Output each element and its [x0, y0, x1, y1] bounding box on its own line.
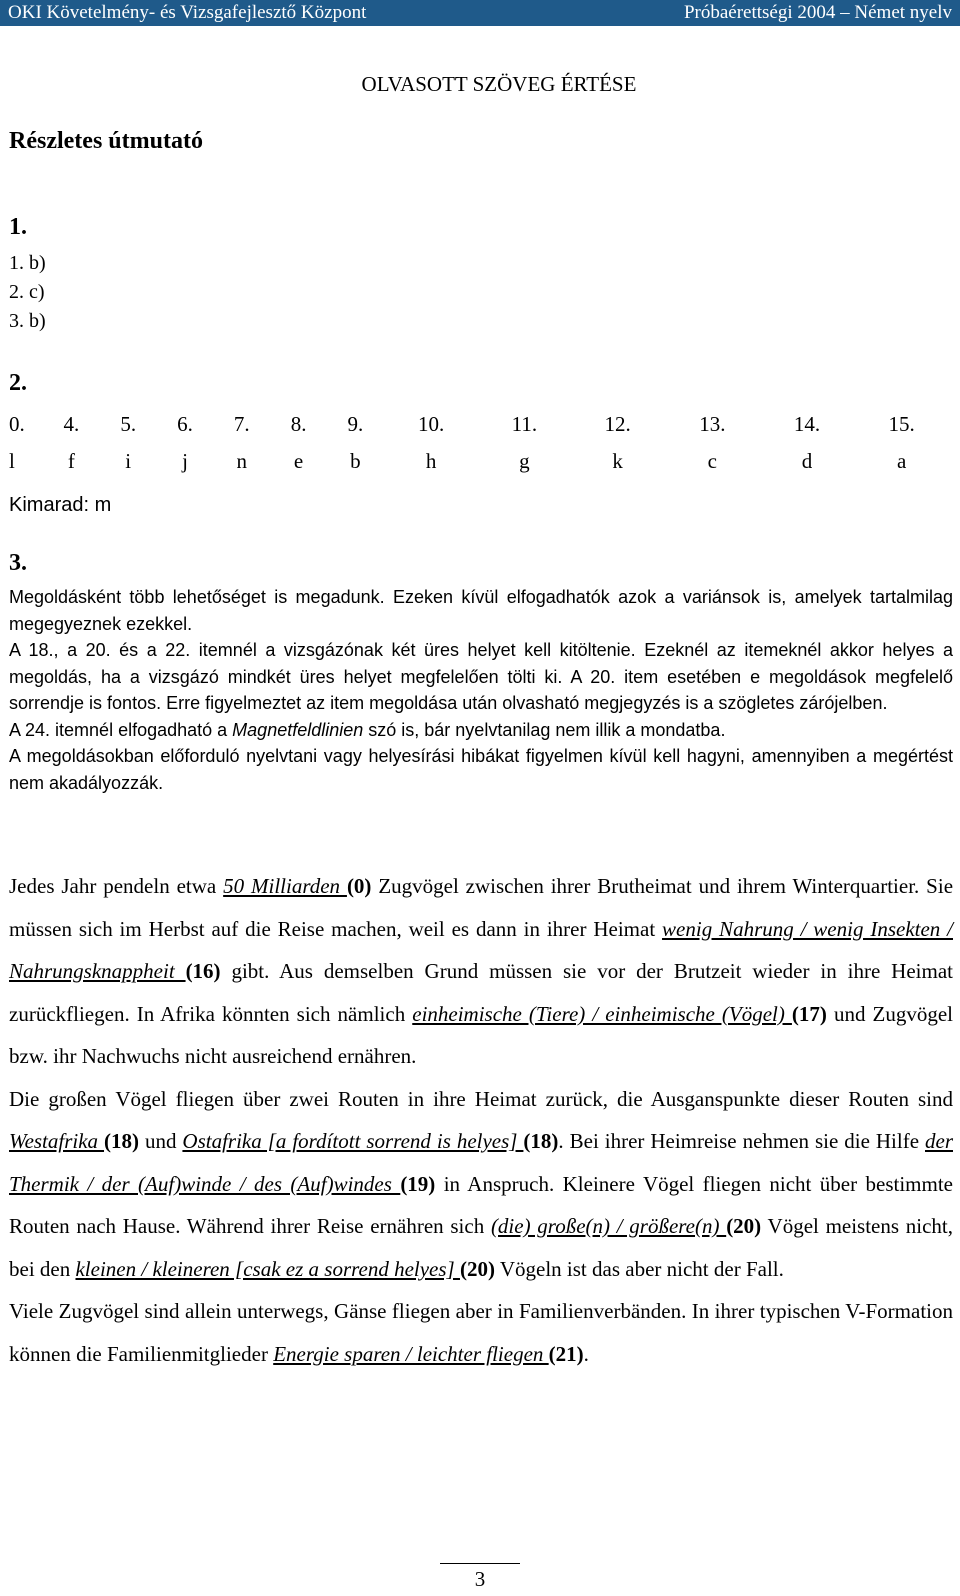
- answer-16: wenig Nahrung / wenig Insekten / Nahrungsknappheit: [9, 916, 953, 983]
- answer-18a: Westafrika: [9, 1129, 105, 1153]
- task2-letter: i: [125, 449, 132, 473]
- answer-17: einheimische (Tiere) / einheimische (Vögel): [412, 1001, 792, 1026]
- task3-heading: 3.: [9, 550, 27, 576]
- task2-answer-table: [9, 406, 949, 480]
- task2-numbers-row: [9, 406, 949, 443]
- item-number-18b: (18): [523, 1129, 559, 1153]
- task2-number: 11.: [511, 412, 538, 436]
- item-number-16: (16): [185, 959, 221, 983]
- task2-letter: j: [182, 449, 188, 473]
- german-paragraph-3: Viele Zugvögel sind allein unterwegs, Gänse fliegen aber in Familienverbänden. In ihrer typischen V-Formation können die Familienmitglieder Energie sparen / leichter fliegen (21).: [9, 1299, 953, 1366]
- item-number-20a: (20): [726, 1214, 762, 1238]
- task3-paragraph: A 18., a 20. és a 22. itemnél a vizsgázónak két üres helyet kell kitöltenie. Ezeknél az itemeknél akkor helyes a megoldás, ha a vizsgázó mindkét üres helyet megfelelően tölti ki. A 20. item esetében e megoldások megfelelő sorrendje is fontos. Erre figyelmeztet az item megoldása után olvasható megjegyzés is a szögletes zárójelben.: [9, 640, 953, 713]
- german-paragraph-2: Die großen Vögel fliegen über zwei Routen in ihre Heimat zurück, die Ausganspunkte dieser Routen sind Westafrika (18) und Ostafrika [a fordított sorrend is helyes] (18). Bei ihrer Heimreise nehmen sie die Hilfe der Thermik / der (Auf)winde / des (Auf)windes (19) in Anspruch. Kleinere Vögel fliegen nicht über bestimmte Routen nach Hause. Während ihrer Reise ernähren sich (die) große(n) / größere(n) (20) Vögel meistens nicht, bei den kleinen / kleineren [csak ez a sorrend helyes] (20) Vögeln ist das aber nicht der Fall.: [9, 1086, 954, 1281]
- german-paragraph-1: Jedes Jahr pendeln etwa 50 Milliarden (0) Zugvögel zwischen ihrer Brutheimat und ihrem Winterquartier. Sie müssen sich im Herbst auf die Reise machen, weil es dann in ihrer Heimat wenig Nahrung / wenig Insekten / Nahrungsknappheit (16) gibt. Aus demselben Grund müssen sie vor der Brutzeit wieder in ihre Heimat zurückfliegen. In Afrika könnten sich nämlich einheimische (Tiere) / einheimische (Vögel) (17) und Zugvögel bzw. ihr Nachwuchs nicht ausreichend ernähren.: [9, 874, 954, 1068]
- task2-letters-row: [9, 443, 949, 480]
- task2-number: 7.: [233, 412, 250, 436]
- task3-italic-term: Magnetfeldlinien: [232, 719, 364, 740]
- page-number: 3: [474, 1567, 486, 1591]
- german-solution-text: [9, 865, 953, 1375]
- task2-number: 13.: [699, 412, 726, 436]
- task2-number: 0.: [9, 412, 25, 436]
- task2-letter: h: [425, 449, 437, 473]
- item-number-20b: (20): [459, 1256, 495, 1281]
- task2-number: 4.: [63, 412, 80, 436]
- answer-19: der Thermik / der (Auf)winde / des (Auf)windes: [9, 1129, 953, 1196]
- task1-answer-3: 3. b): [9, 310, 46, 332]
- answer-0: 50 Milliarden: [223, 874, 347, 898]
- answer-20b: kleinen / kleineren [csak ez a sorrend helyes]: [75, 1256, 460, 1281]
- item-number-0: (0): [346, 874, 372, 898]
- subtitle: Részletes útmutató: [9, 128, 203, 154]
- task2-heading: 2.: [9, 370, 27, 396]
- task2-number: 14.: [793, 412, 821, 436]
- item-number-21: (21): [548, 1341, 584, 1366]
- task3-paragraph: A 24. itemnél elfogadható a Magnetfeldlinien szó is, bár nyelvtanilag nem illik a mondatba.: [9, 719, 726, 740]
- task3-paragraph: A megoldásokban előforduló nyelvtani vagy helyesírási hibákat figyelmen kívül kell hagyni, amennyiben a megértést nem akadályozzák.: [9, 746, 953, 793]
- answer-21: Energie sparen / leichter fliegen: [273, 1341, 549, 1366]
- task2-number: 12.: [604, 412, 631, 436]
- task3-paragraph: Megoldásként több lehetőséget is megadunk. Ezeken kívül elfogadhatók azok a variánsok is, amelyek tartalmilag megegyeznek ezekkel.: [9, 587, 953, 634]
- page-header: [0, 0, 960, 26]
- task2-letter: b: [350, 449, 361, 473]
- task1-answer-1: 1. b): [9, 252, 46, 274]
- item-number-17: (17): [791, 1001, 827, 1026]
- task2-leftover: Kimarad: m: [9, 494, 112, 516]
- task2-number: 10.: [417, 412, 445, 436]
- task2-letter: a: [896, 449, 907, 473]
- section-title: OLVASOTT SZÖVEG ÉRTÉSE: [361, 72, 637, 96]
- item-number-18a: (18): [104, 1129, 140, 1153]
- task2-letter: e: [293, 449, 304, 473]
- task2-number: 6.: [177, 412, 193, 436]
- task2-letter: c: [707, 449, 717, 473]
- task1-answer-2: 2. c): [9, 281, 45, 303]
- task2-number: 9.: [347, 412, 364, 436]
- task2-letter: f: [67, 449, 75, 473]
- task2-letter: n: [236, 449, 248, 473]
- header-exam-title: Próbaérettségi 2004 – Német nyelv: [683, 2, 952, 23]
- task2-letter: l: [9, 449, 15, 473]
- header-organization: OKI Követelmény- és Vizsgafejlesztő Központ: [8, 2, 367, 23]
- task2-number: 15.: [888, 412, 915, 436]
- answer-18b: Ostafrika [a fordított sorrend is helyes]: [182, 1129, 524, 1153]
- task2-letter: d: [801, 449, 813, 473]
- task2-number: 8.: [290, 412, 307, 436]
- task1-heading: 1.: [9, 214, 27, 240]
- item-number-19: (19): [400, 1171, 436, 1196]
- task2-number: 5.: [120, 412, 137, 436]
- task3-instructions: [9, 584, 953, 796]
- task2-letter: k: [612, 449, 623, 473]
- footer-rule: [440, 1563, 520, 1564]
- answer-20a: (die) große(n) / größere(n): [490, 1214, 727, 1238]
- task2-letter: g: [519, 449, 530, 473]
